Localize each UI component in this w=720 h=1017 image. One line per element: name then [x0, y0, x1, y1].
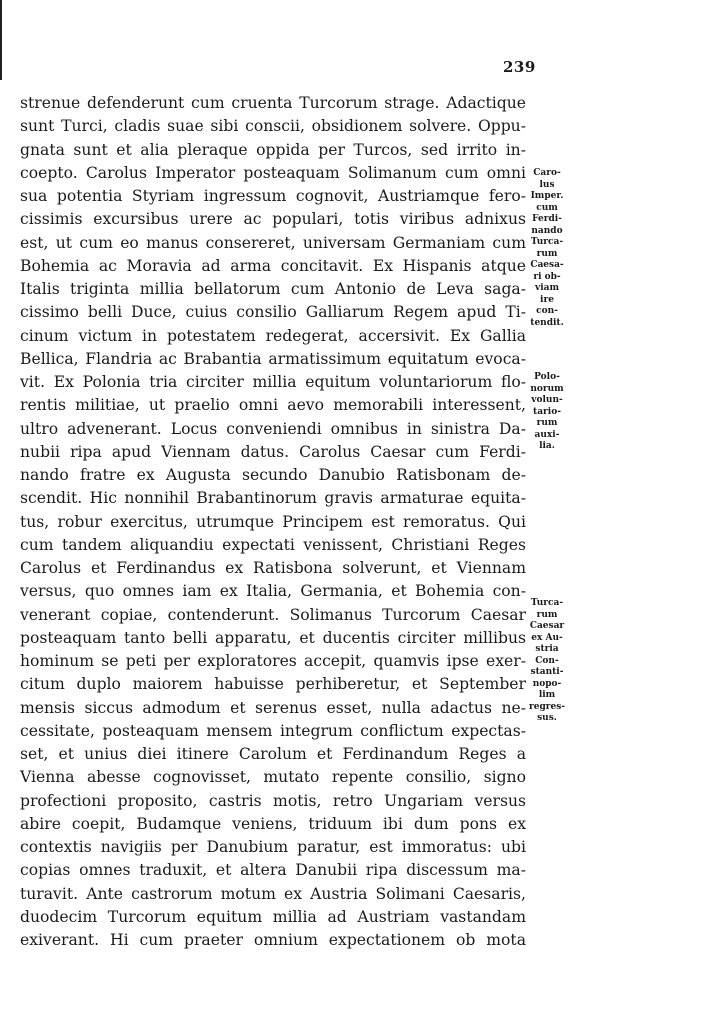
- text-line: ultro advenerant. Locus conveniendi omnibus in sinistra Da-: [20, 419, 526, 438]
- margin-note-line: cum: [536, 202, 558, 213]
- text-line: cinum victum in potestatem redegerat, accersivit. Ex Gallia: [20, 326, 526, 345]
- margin-note-polonorum: [522, 372, 572, 453]
- text-line: sua potentia Styriam ingressum cognovit, Austriamque fero-: [20, 187, 526, 205]
- margin-note-carolus: [522, 168, 572, 329]
- text-line: cissimis excursibus urere ac populari, totis viribus adnixus: [20, 210, 526, 229]
- margin-note-line: volun-: [531, 395, 563, 405]
- text-line: Italis triginta millia bellatorum cum Antonio de Leva saga-: [20, 280, 526, 298]
- margin-note-line: lia.: [539, 441, 555, 451]
- margin-note-line: rum: [536, 418, 558, 428]
- text-line: exiverant. Hi cum praeter omnium expectationem ob mota: [20, 931, 526, 949]
- text-line: hominum se peti per exploratores accepit, quamvis ipse exer-: [20, 652, 526, 670]
- binding-edge: [0, 0, 2, 80]
- margin-note-line: regres-: [528, 701, 566, 712]
- margin-note-line: stria: [535, 644, 559, 654]
- margin-note-line: con-: [536, 306, 558, 316]
- text-line: tus, robur exercitus, utrumque Principem est remoratus. Qui: [20, 512, 526, 531]
- margin-note-line: norum: [530, 383, 564, 394]
- text-line: cissimo belli Duce, cuius consilio Galliarum Regem apud Ti-: [20, 303, 526, 322]
- text-line: turavit. Ante castrorum motum ex Austria Solimani Caesaris,: [20, 884, 526, 903]
- margin-note-line: stanti-: [530, 667, 564, 677]
- text-line: duodecim Turcorum equitum millia ad Austriam vastandam: [20, 907, 526, 926]
- margin-note-line: Caro-: [533, 168, 561, 178]
- margin-note-line: Caesa-: [530, 260, 564, 270]
- text-line: copias omnes traduxit, et altera Danubii ripa discessum ma-: [20, 861, 526, 880]
- text-line: scendit. Hic nonnihil Brabantinorum gravis armaturae equita-: [20, 489, 526, 508]
- margin-note-line: Imper.: [530, 191, 564, 201]
- margin-note-line: auxi-: [534, 429, 560, 440]
- text-line: abire coepit, Budamque veniens, triduum ibi dum pons ex: [20, 814, 526, 833]
- margin-note-line: viam: [534, 283, 559, 293]
- text-line: set, et unius diei itinere Carolum et Ferdinandum Reges a: [20, 745, 526, 763]
- text-line: strenue defenderunt cum cruenta Turcorum strage. Adactique: [20, 94, 526, 112]
- page-number: 239: [503, 58, 536, 76]
- text-line: mensis siccus admodum et serenus esset, nulla adactus ne-: [20, 698, 526, 717]
- margin-note-line: Turca-: [530, 598, 564, 608]
- text-line: Vienna abesse cognovisset, mutato repente consilio, signo: [20, 768, 526, 787]
- text-line: contextis navigiis per Danubium paratur, est immoratus: ubi: [20, 838, 526, 856]
- margin-note-line: Polo-: [534, 372, 560, 382]
- margin-note-line: nando: [531, 225, 563, 236]
- text-line: vit. Ex Polonia tria circiter millia equitum voluntariorum flo-: [20, 373, 526, 391]
- margin-note-line: Turca-: [530, 237, 564, 247]
- text-line: sunt Turci, cladis suae sibi conscii, obsidionem solvere. Oppu-: [20, 117, 526, 136]
- margin-note-line: ri ob-: [533, 271, 561, 282]
- text-line: cum tandem aliquandiu expectati venissent, Christiani Reges: [20, 535, 526, 554]
- margin-note-turcarum-caesar: [522, 598, 572, 725]
- text-line: est, ut cum eo manus consereret, universam Germaniam cum: [20, 233, 526, 252]
- text-line: nubii ripa apud Viennam datus. Carolus Caesar cum Ferdi-: [20, 442, 526, 461]
- margin-note-line: lus: [539, 179, 555, 190]
- text-line: Bohemia ac Moravia ad arma concitavit. Ex Hispanis atque: [20, 256, 526, 275]
- margin-note-line: tendit.: [530, 317, 564, 328]
- margin-note-line: ex Au-: [531, 632, 563, 643]
- margin-note-line: Ferdi-: [532, 214, 562, 224]
- margin-note-line: Con-: [535, 655, 559, 666]
- main-text-block: [20, 92, 526, 952]
- text-line: posteaquam tanto belli apparatu, et ducentis circiter millibus: [20, 628, 526, 647]
- text-line: coepto. Carolus Imperator posteaquam Solimanum cum omni: [20, 163, 526, 182]
- margin-note-line: ire: [540, 294, 554, 305]
- text-line: rentis militiae, ut praelio omni aevo memorabili interessent,: [20, 396, 526, 415]
- text-line: citum duplo maiorem habuisse perhiberetur, et September: [20, 675, 526, 694]
- text-line: Carolus et Ferdinandus ex Ratisbona solverunt, et Viennam: [20, 559, 526, 577]
- text-line: venerant copiae, contenderunt. Solimanus Turcorum Caesar: [20, 605, 526, 624]
- text-line: gnata sunt et alia pleraque oppida per Turcos, sed irrito in-: [20, 140, 526, 159]
- text-line: Bellica, Flandria ac Brabantia armatissimum equitatum evoca-: [20, 349, 526, 368]
- margin-note-line: rum: [536, 609, 558, 620]
- text-line: versus, quo omnes iam ex Italia, Germania, et Bohemia con-: [20, 582, 526, 601]
- margin-note-line: sus.: [537, 713, 557, 723]
- text-line: nando fratre ex Augusta secundo Danubio Ratisbonam de-: [20, 466, 526, 484]
- margin-note-line: tario-: [533, 406, 561, 417]
- margin-note-line: lim: [538, 690, 556, 700]
- text-line: cessitate, posteaquam mensem integrum conflictum expectas-: [20, 721, 526, 740]
- margin-note-line: rum: [536, 248, 558, 259]
- margin-note-line: Caesar: [529, 621, 565, 631]
- text-line: profectioni proposito, castris motis, retro Ungariam versus: [20, 791, 526, 810]
- margin-note-line: nopo-: [532, 678, 562, 689]
